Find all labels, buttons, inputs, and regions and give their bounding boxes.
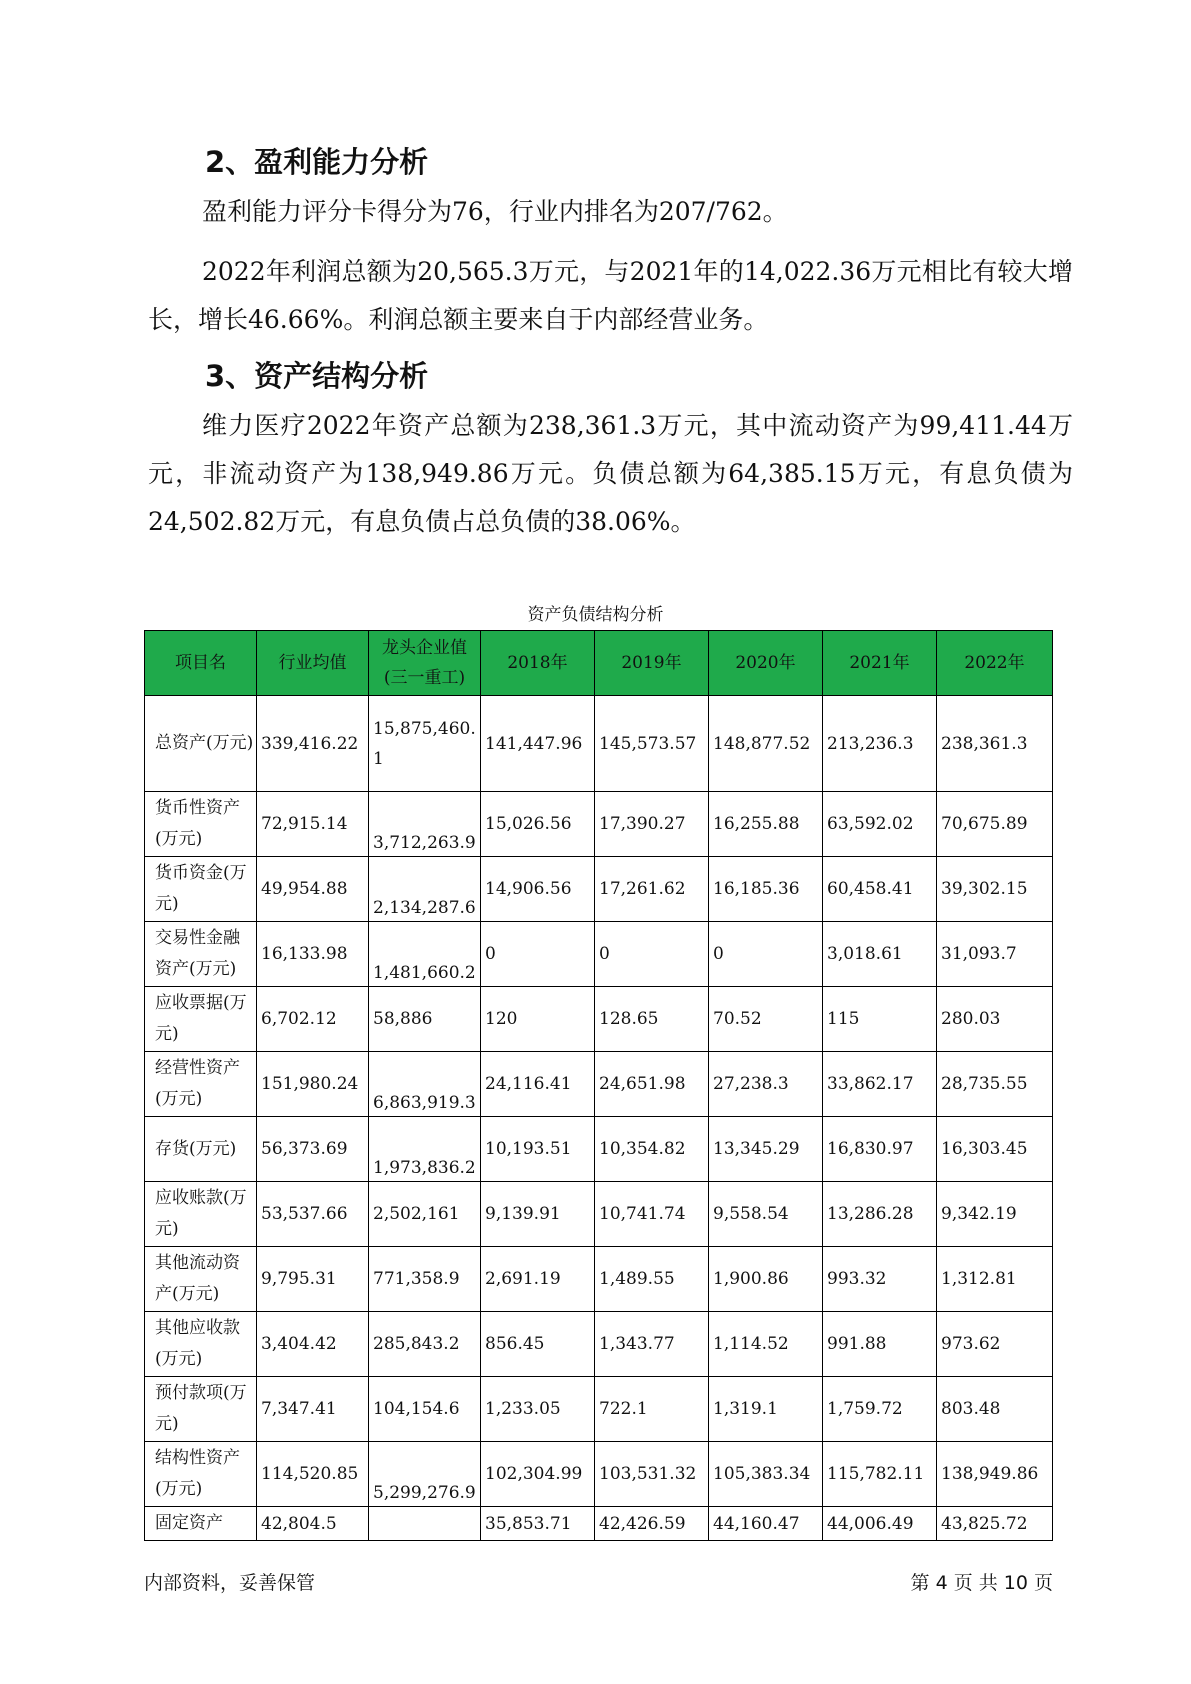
row-label: 货币性资产(万元): [145, 792, 257, 857]
cell-2020: 105,383.34: [709, 1442, 823, 1507]
header-2021: 2021年: [823, 631, 937, 696]
cell-leader-value: 6,863,919.3: [369, 1052, 481, 1117]
cell-industry-average: 53,537.66: [257, 1182, 369, 1247]
cell-2022: 803.48: [937, 1377, 1053, 1442]
cell-2020: 1,900.86: [709, 1247, 823, 1312]
cell-2020: 16,255.88: [709, 792, 823, 857]
cell-2019: 24,651.98: [595, 1052, 709, 1117]
table-row: [145, 792, 1053, 857]
cell-2021: 991.88: [823, 1312, 937, 1377]
profit-total-paragraph: 2022年利润总额为20,565.3万元，与2021年的14,022.36万元相比有较大增长，增长46.66%。利润总额主要来自于内部经营业务。: [148, 257, 1073, 334]
cell-leader-value: 2,134,287.6: [369, 857, 481, 922]
row-label: 应收账款(万元): [145, 1182, 257, 1247]
header-2018: 2018年: [481, 631, 595, 696]
cell-industry-average: 7,347.41: [257, 1377, 369, 1442]
footer-confidential-note: 内部资料，妥善保管: [144, 1572, 316, 1594]
cell-2021: 115,782.11: [823, 1442, 937, 1507]
row-label: 其他流动资产(万元): [145, 1247, 257, 1312]
cell-2021: 993.32: [823, 1247, 937, 1312]
cell-2022: 138,949.86: [937, 1442, 1053, 1507]
section-heading-asset-structure: 3、资产结构分析: [205, 359, 429, 393]
table-row: [145, 1052, 1053, 1117]
cell-2019: 10,741.74: [595, 1182, 709, 1247]
cell-2022: 9,342.19: [937, 1182, 1053, 1247]
cell-2021: 44,006.49: [823, 1507, 937, 1541]
cell-2022: 973.62: [937, 1312, 1053, 1377]
table-row: [145, 922, 1053, 987]
cell-leader-value: 1,481,660.2: [369, 922, 481, 987]
header-2020: 2020年: [709, 631, 823, 696]
cell-industry-average: 114,520.85: [257, 1442, 369, 1507]
cell-2019: 17,390.27: [595, 792, 709, 857]
cell-2018: 1,233.05: [481, 1377, 595, 1442]
cell-leader-value: 104,154.6: [369, 1377, 481, 1442]
row-label: 总资产(万元): [145, 696, 257, 792]
cell-2020: 16,185.36: [709, 857, 823, 922]
cell-industry-average: 56,373.69: [257, 1117, 369, 1182]
header-item-name: 项目名: [145, 631, 257, 696]
cell-2021: 60,458.41: [823, 857, 937, 922]
asset-structure-paragraph: 维力医疗2022年资产总额为238,361.3万元，其中流动资产为99,411.44万元，非流动资产为138,949.86万元。负债总额为64,385.15万元，有息负债为24,502.82万元，有息负债占总负债的38.06%。: [148, 411, 1073, 536]
table-row: [145, 1312, 1053, 1377]
cell-industry-average: 339,416.22: [257, 696, 369, 792]
cell-2018: 141,447.96: [481, 696, 595, 792]
cell-2018: 2,691.19: [481, 1247, 595, 1312]
cell-leader-value: 5,299,276.9: [369, 1442, 481, 1507]
cell-2020: 44,160.47: [709, 1507, 823, 1541]
cell-2021: 115: [823, 987, 937, 1052]
cell-2022: 70,675.89: [937, 792, 1053, 857]
cell-2022: 1,312.81: [937, 1247, 1053, 1312]
cell-2018: 24,116.41: [481, 1052, 595, 1117]
cell-2020: 0: [709, 922, 823, 987]
header-2022: 2022年: [937, 631, 1053, 696]
footer-page-number: 第 4 页 共 10 页: [910, 1572, 1053, 1594]
cell-2022: 39,302.15: [937, 857, 1053, 922]
cell-2018: 14,906.56: [481, 857, 595, 922]
cell-2019: 0: [595, 922, 709, 987]
cell-2021: 1,759.72: [823, 1377, 937, 1442]
cell-2019: 128.65: [595, 987, 709, 1052]
header-leader-value: 龙头企业值(三一重工): [369, 631, 481, 696]
section-heading-profitability: 2、盈利能力分析: [205, 145, 429, 179]
cell-2022: 238,361.3: [937, 696, 1053, 792]
cell-leader-value: [369, 1507, 481, 1541]
cell-2020: 148,877.52: [709, 696, 823, 792]
cell-2019: 1,489.55: [595, 1247, 709, 1312]
table-row: [145, 857, 1053, 922]
cell-2018: 120: [481, 987, 595, 1052]
table-row: [145, 1182, 1053, 1247]
cell-2019: 145,573.57: [595, 696, 709, 792]
cell-2021: 3,018.61: [823, 922, 937, 987]
cell-2020: 9,558.54: [709, 1182, 823, 1247]
cell-2020: 1,319.1: [709, 1377, 823, 1442]
cell-leader-value: 1,973,836.2: [369, 1117, 481, 1182]
cell-2019: 722.1: [595, 1377, 709, 1442]
cell-leader-value: 771,358.9: [369, 1247, 481, 1312]
cell-2019: 1,343.77: [595, 1312, 709, 1377]
row-label: 存货(万元): [145, 1117, 257, 1182]
cell-2021: 63,592.02: [823, 792, 937, 857]
cell-industry-average: 6,702.12: [257, 987, 369, 1052]
cell-2018: 102,304.99: [481, 1442, 595, 1507]
cell-2022: 16,303.45: [937, 1117, 1053, 1182]
cell-industry-average: 42,804.5: [257, 1507, 369, 1541]
cell-2021: 13,286.28: [823, 1182, 937, 1247]
cell-leader-value: 3,712,263.9: [369, 792, 481, 857]
cell-2019: 103,531.32: [595, 1442, 709, 1507]
cell-industry-average: 72,915.14: [257, 792, 369, 857]
cell-2020: 27,238.3: [709, 1052, 823, 1117]
cell-2018: 856.45: [481, 1312, 595, 1377]
cell-2018: 35,853.71: [481, 1507, 595, 1541]
cell-2018: 10,193.51: [481, 1117, 595, 1182]
cell-leader-value: 15,875,460.1: [369, 696, 481, 792]
cell-industry-average: 3,404.42: [257, 1312, 369, 1377]
row-label: 应收票据(万元): [145, 987, 257, 1052]
cell-2018: 15,026.56: [481, 792, 595, 857]
table-row: [145, 1117, 1053, 1182]
table-row: [145, 1377, 1053, 1442]
cell-2020: 70.52: [709, 987, 823, 1052]
header-industry-average: 行业均值: [257, 631, 369, 696]
cell-industry-average: 9,795.31: [257, 1247, 369, 1312]
header-2019: 2019年: [595, 631, 709, 696]
row-label: 预付款项(万元): [145, 1377, 257, 1442]
cell-2021: 213,236.3: [823, 696, 937, 792]
cell-2020: 13,345.29: [709, 1117, 823, 1182]
row-label: 交易性金融资产(万元): [145, 922, 257, 987]
cell-2018: 0: [481, 922, 595, 987]
table-row: [145, 1442, 1053, 1507]
balance-sheet-structure-table: [144, 630, 1053, 1541]
table-caption: 资产负债结构分析: [527, 605, 664, 625]
cell-2021: 16,830.97: [823, 1117, 937, 1182]
cell-2018: 9,139.91: [481, 1182, 595, 1247]
profitability-score-paragraph: 盈利能力评分卡得分为76，行业内排名为207/762。: [202, 197, 788, 226]
row-label: 经营性资产(万元): [145, 1052, 257, 1117]
cell-industry-average: 16,133.98: [257, 922, 369, 987]
cell-leader-value: 285,843.2: [369, 1312, 481, 1377]
row-label: 固定资产: [145, 1507, 257, 1541]
table-row: [145, 696, 1053, 792]
cell-2019: 17,261.62: [595, 857, 709, 922]
cell-leader-value: 58,886: [369, 987, 481, 1052]
cell-2019: 10,354.82: [595, 1117, 709, 1182]
cell-industry-average: 49,954.88: [257, 857, 369, 922]
cell-2019: 42,426.59: [595, 1507, 709, 1541]
cell-2020: 1,114.52: [709, 1312, 823, 1377]
table-row: [145, 1507, 1053, 1541]
cell-2022: 280.03: [937, 987, 1053, 1052]
cell-industry-average: 151,980.24: [257, 1052, 369, 1117]
cell-2022: 28,735.55: [937, 1052, 1053, 1117]
row-label: 结构性资产(万元): [145, 1442, 257, 1507]
table-row: [145, 987, 1053, 1052]
row-label: 其他应收款(万元): [145, 1312, 257, 1377]
table-header-row: [145, 631, 1053, 696]
cell-2021: 33,862.17: [823, 1052, 937, 1117]
row-label: 货币资金(万元): [145, 857, 257, 922]
table-row: [145, 1247, 1053, 1312]
cell-2022: 43,825.72: [937, 1507, 1053, 1541]
cell-2022: 31,093.7: [937, 922, 1053, 987]
cell-leader-value: 2,502,161: [369, 1182, 481, 1247]
